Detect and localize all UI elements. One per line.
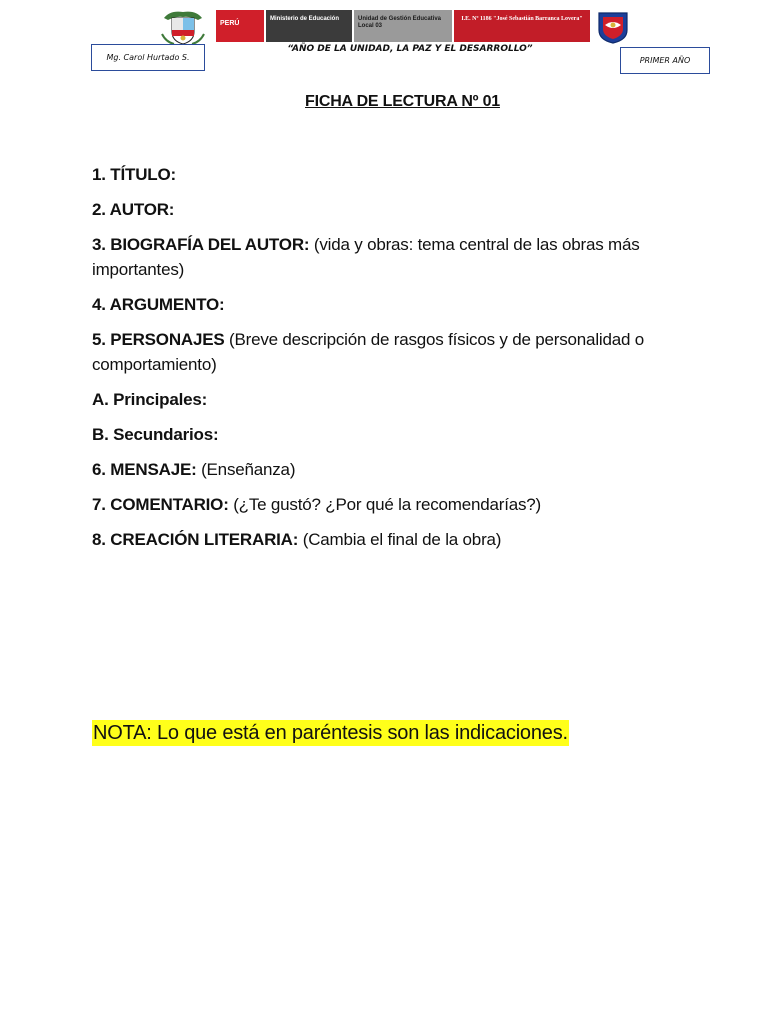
item-label: 5. PERSONAJES	[92, 330, 225, 349]
teacher-name-box: Mg. Carol Hurtado S.	[91, 44, 205, 71]
item-label: 2. AUTOR:	[92, 200, 175, 219]
item-label: A. Principales:	[92, 390, 208, 409]
item-author	[92, 197, 712, 222]
school-shield-icon	[596, 10, 630, 44]
item-instruction: (vida y obras: tema central de las obras más importantes)	[92, 235, 640, 279]
item-label: 7. COMENTARIO:	[92, 495, 229, 514]
item-characters	[92, 327, 712, 377]
grade-box: PRIMER AÑO	[620, 47, 710, 74]
item-instruction: (Cambia el final de la obra)	[298, 530, 502, 549]
item-label: 8. CREACIÓN LITERARIA:	[92, 530, 299, 549]
peru-coat-of-arms-icon	[158, 8, 208, 46]
item-comment	[92, 492, 712, 517]
item-title	[92, 162, 712, 187]
ministry-label: Ministerio de Educación	[264, 10, 352, 42]
header-banner	[158, 8, 632, 46]
item-message	[92, 457, 712, 482]
item-argument	[92, 292, 712, 317]
item-instruction: (¿Te gustó? ¿Por qué la recomendarías?)	[228, 495, 541, 514]
highlighted-note: NOTA: Lo que está en paréntesis son las indicaciones.	[93, 722, 568, 744]
peru-label: PERÚ	[216, 10, 264, 42]
institution-logo-bar	[216, 10, 590, 42]
item-label: 6. MENSAJE:	[92, 460, 197, 479]
item-label: 4. ARGUMENTO:	[92, 295, 225, 314]
item-instruction: (Breve descripción de rasgos físicos y de personalidad o comportamiento)	[92, 330, 645, 374]
item-main-characters	[92, 387, 712, 412]
item-instruction: (Enseñanza)	[196, 460, 296, 479]
item-biography	[92, 232, 712, 282]
page-title: FICHA DE LECTURA Nº 01	[305, 93, 500, 110]
school-label: I.E. Nº 1186 "José Sebastián Barranca Lovera"	[452, 10, 590, 42]
item-literary-creation	[92, 527, 712, 552]
reading-sheet-items	[92, 162, 712, 562]
year-motto: “AÑO DE LA UNIDAD, LA PAZ Y EL DESARROLLO”	[287, 44, 533, 54]
ugel-label: Unidad de Gestión Educativa Local 03	[352, 10, 452, 42]
item-label: B. Secundarios:	[92, 425, 219, 444]
item-secondary-characters	[92, 422, 712, 447]
item-label: 1. TÍTULO:	[92, 165, 176, 184]
item-label: 3. BIOGRAFÍA DEL AUTOR:	[92, 235, 310, 254]
